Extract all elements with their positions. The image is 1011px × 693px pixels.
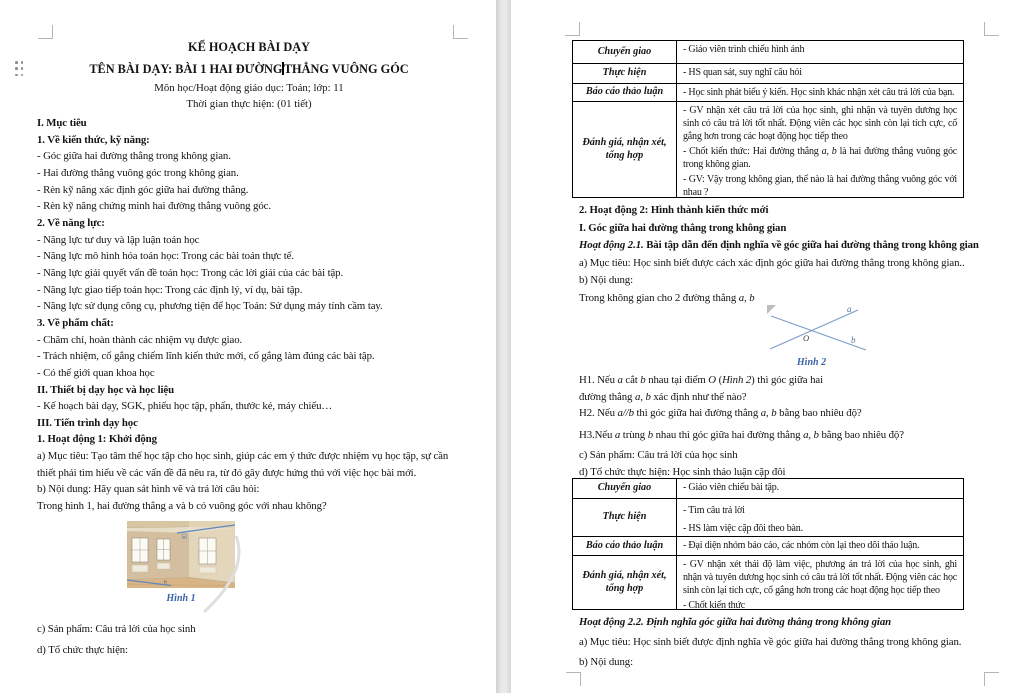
row-content: - HS quan sát, suy nghĩ câu hỏi bbox=[683, 67, 802, 78]
line-b-label: b bbox=[851, 335, 856, 345]
activity22-section bbox=[579, 614, 989, 671]
cell-paragraph: - GV nhận xét câu trả lời của học sinh, ghi nhận và tuyên dương học sinh có câu trả lời tốt nhất. Động viên các học sinh còn lại tích cực, cố gắng hơn trong các hoạt động học tiếp theo bbox=[683, 105, 957, 142]
document-title: KẾ HOẠCH BÀI DẠY bbox=[188, 40, 310, 54]
anchor-triangle-icon bbox=[767, 305, 776, 314]
activity1-organization-table[interactable] bbox=[572, 40, 964, 198]
row-content: - Đại diện nhóm báo cáo, các nhóm còn lại theo dõi thảo luận. bbox=[683, 540, 920, 551]
line-a-label: a bbox=[847, 304, 852, 314]
paragraph-line: d) Tổ chức thực hiện: Học sinh thảo luận cặp đôi bbox=[579, 465, 786, 478]
page-gap bbox=[496, 0, 511, 693]
cell-paragraph: - GV nhận xét thái độ làm việc, phương án trả lời của học sinh, ghi nhận và tuyên dương học sinh có câu trả lời tốt nhất. Động viên các học sinh còn lại tích cực, cố gắng hơn trong các hoạt động học tiếp theo bbox=[683, 559, 957, 596]
left-page-body bbox=[37, 115, 469, 659]
heading-line: Hoạt động 2.2. Định nghĩa góc giữa hai đường thẳng trong không gian bbox=[579, 616, 892, 628]
heading-line: 1. Hoạt động 1: Khởi động bbox=[37, 433, 157, 446]
table-row bbox=[573, 556, 963, 609]
row-label: Chuyển giao bbox=[573, 479, 677, 498]
paragraph-line: - Năng lực sử dụng công cụ, phương tiện để học Toán: Sử dụng máy tính cầm tay. bbox=[37, 300, 383, 313]
row-label: Báo cáo thảo luận bbox=[573, 84, 677, 101]
paragraph-line: a) Mục tiêu: Tạo tâm thế học tập cho học sinh, giúp các em ý thức được nhiệm vụ học tập, sự cần bbox=[37, 450, 449, 463]
paragraph-line: - Chăm chỉ, hoàn thành các nhiệm vụ được giao. bbox=[37, 333, 243, 346]
figure2-caption: Hình 2 bbox=[796, 357, 827, 368]
paragraph-line: - Kế hoạch bài dạy, SGK, phiếu học tập, phấn, thước kẻ, máy chiếu… bbox=[37, 400, 333, 413]
question-line: H2. Nếu a//b thì góc giữa hai đường thẳng a, b bằng bao nhiêu độ? bbox=[579, 407, 862, 420]
paragraph-line: - Hai đường thẳng vuông góc trong không gian. bbox=[37, 166, 239, 179]
row-content: - Giáo viên trình chiếu hình ảnh bbox=[683, 44, 805, 55]
figure-crossing-lines[interactable] bbox=[754, 303, 869, 353]
row-label: Đánh giá, nhận xét, tổng hợp bbox=[573, 556, 677, 609]
radiator bbox=[157, 563, 170, 569]
paragraph-line: b) Nội dung: bbox=[579, 656, 633, 669]
paragraph-line: - Trách nhiệm, cố gắng chiếm lĩnh kiến thức mới, cố gắng làm đúng các bài tập. bbox=[37, 350, 375, 363]
table-row bbox=[573, 64, 963, 84]
line-a-label: a bbox=[183, 533, 186, 539]
table-row bbox=[573, 479, 963, 499]
heading-line: III. Tiến trình dạy học bbox=[37, 416, 138, 429]
document-page-1[interactable] bbox=[0, 0, 496, 693]
row-label: Chuyển giao bbox=[573, 41, 677, 63]
row-label: Thực hiện bbox=[573, 499, 677, 536]
heading-line: I. Góc giữa hai đường thẳng trong không gian bbox=[579, 221, 787, 234]
row-content bbox=[677, 102, 963, 197]
paragraph-line: b) Nội dung: Hãy quan sát hình vẽ và trả lời câu hỏi: bbox=[37, 483, 260, 496]
paragraph-line: - Góc giữa hai đường thẳng trong không gian. bbox=[37, 150, 231, 163]
cell-paragraph: - GV: Vậy trong không gian, thế nào là hai đường thẳng vuông góc với nhau ? bbox=[683, 174, 957, 197]
text-boundary-mark bbox=[984, 22, 999, 36]
table-row bbox=[573, 537, 963, 556]
table-row bbox=[573, 499, 963, 537]
questions-block bbox=[579, 372, 989, 481]
paragraph-drag-handle-icon[interactable] bbox=[15, 61, 24, 78]
paragraph-line: thiết phải tìm hiểu về các vấn đề đã nêu ra, từ đó gây được hứng thú với việc học bài mới. bbox=[37, 466, 417, 479]
heading-line: 3. Về phẩm chất: bbox=[37, 316, 114, 329]
cell-paragraph: - Chốt kiến thức bbox=[683, 600, 745, 609]
paragraph-line: b) Nội dung: bbox=[579, 274, 633, 286]
line-b-label: b bbox=[164, 579, 167, 586]
row-content bbox=[677, 499, 963, 536]
lesson-title-line: TÊN BÀI DẠY: BÀI 1 HAI ĐƯỜNGTHẲNG VUÔNG GÓC bbox=[89, 62, 409, 76]
paragraph-line: - Có thế giới quan khoa học bbox=[37, 366, 155, 379]
row-label: Báo cáo thảo luận bbox=[573, 537, 677, 555]
cell-paragraph: - Tìm câu trả lời bbox=[683, 505, 745, 516]
line-a bbox=[770, 310, 858, 349]
question-line: H3.Nếu a trùng b nhau thì góc giữa hai đường thẳng a, b bằng bao nhiêu độ? bbox=[579, 428, 904, 441]
duration-line: Thời gian thực hiện: (01 tiết) bbox=[186, 98, 312, 110]
paragraph-line: - Năng lực tư duy và lập luận toán học bbox=[37, 233, 200, 246]
paragraph-line: d) Tổ chức thực hiện: bbox=[37, 644, 128, 657]
row-content bbox=[677, 556, 963, 609]
watermark-curve bbox=[196, 534, 248, 616]
activity2-organization-table[interactable] bbox=[572, 478, 964, 610]
paragraph-line: Trong không gian cho 2 đường thẳng a, b bbox=[579, 291, 755, 304]
cell-paragraph: - HS làm việc cặp đôi theo bàn. bbox=[683, 523, 803, 534]
table-row bbox=[573, 102, 963, 197]
cell-paragraph: - Chốt kiến thức: Hai đường thẳng a, b là hai đường thẳng vuông góc trong không gian. bbox=[683, 146, 957, 170]
question-line: đường thẳng a, b xác định như thế nào? bbox=[579, 390, 747, 403]
paragraph-line: Trong hình 1, hai đường thẳng a và b có vuông góc với nhau không? bbox=[37, 500, 327, 513]
paragraph-line: a) Mục tiêu: Học sinh biết được định nghĩa về góc giữa hai đường thẳng trong không gian. bbox=[579, 636, 962, 649]
figure1-caption: Hình 1 bbox=[166, 592, 196, 604]
heading-line: I. Mục tiêu bbox=[37, 117, 87, 129]
table-row bbox=[573, 41, 963, 64]
paragraph-line: - Rèn kỹ năng xác định góc giữa hai đường thẳng. bbox=[37, 183, 249, 196]
activity2-section bbox=[579, 202, 989, 307]
text-boundary-mark bbox=[984, 672, 999, 686]
radiator bbox=[132, 565, 148, 572]
text-boundary-mark bbox=[565, 22, 580, 36]
row-label: Thực hiện bbox=[573, 64, 677, 83]
paragraph-line: - Năng lực mô hình hóa toán học: Trong các bài toán thực tế. bbox=[37, 250, 294, 263]
paragraph-line: c) Sản phẩm: Câu trả lời của học sinh bbox=[579, 449, 738, 462]
paragraph-line: - Năng lực giải quyết vấn đề toán học: Trong các lời giải của các bài tập. bbox=[37, 266, 344, 279]
paragraph-line: a) Mục tiêu: Học sinh biết được cách xác định góc giữa hai đường thẳng trong không gian.. bbox=[579, 256, 965, 269]
heading-line: II. Thiết bị dạy học và học liệu bbox=[37, 383, 174, 396]
document-page-2[interactable] bbox=[511, 0, 1011, 693]
row-content: - Học sinh phát biểu ý kiến. Học sinh khác nhận xét câu trả lời của bạn. bbox=[683, 87, 955, 98]
table-row bbox=[573, 84, 963, 102]
text-boundary-mark bbox=[566, 672, 581, 686]
point-o-label: O bbox=[803, 333, 810, 343]
paragraph-line: - Năng lực giao tiếp toán học: Trong các định lý, ví dụ, bài tập. bbox=[37, 283, 303, 296]
row-label: Đánh giá, nhận xét, tổng hợp bbox=[573, 102, 677, 197]
heading-line: 1. Về kiến thức, kỹ năng: bbox=[37, 133, 150, 146]
document-title-block bbox=[35, 36, 463, 112]
subject-line: Môn học/Hoạt động giáo dục: Toán; lớp: 11 bbox=[154, 82, 344, 94]
question-line: H1. Nếu a cắt b nhau tại điểm O (Hình 2) thì góc giữa hai bbox=[579, 374, 823, 386]
heading-line: Hoạt động 2.1. Bài tập dẫn đến định nghĩa về góc giữa hai đường thẳng trong không gian bbox=[579, 239, 979, 251]
paragraph-line: - Rèn kỹ năng chứng minh hai đường thẳng vuông góc. bbox=[37, 200, 271, 213]
heading-line: 2. Về năng lực: bbox=[37, 216, 105, 229]
paragraph-line: c) Sản phẩm: Câu trả lời của học sinh bbox=[37, 622, 196, 635]
heading-line: 2. Hoạt động 2: Hình thành kiến thức mới bbox=[579, 204, 769, 216]
row-content: - Giáo viên chiếu bài tập. bbox=[683, 482, 779, 493]
